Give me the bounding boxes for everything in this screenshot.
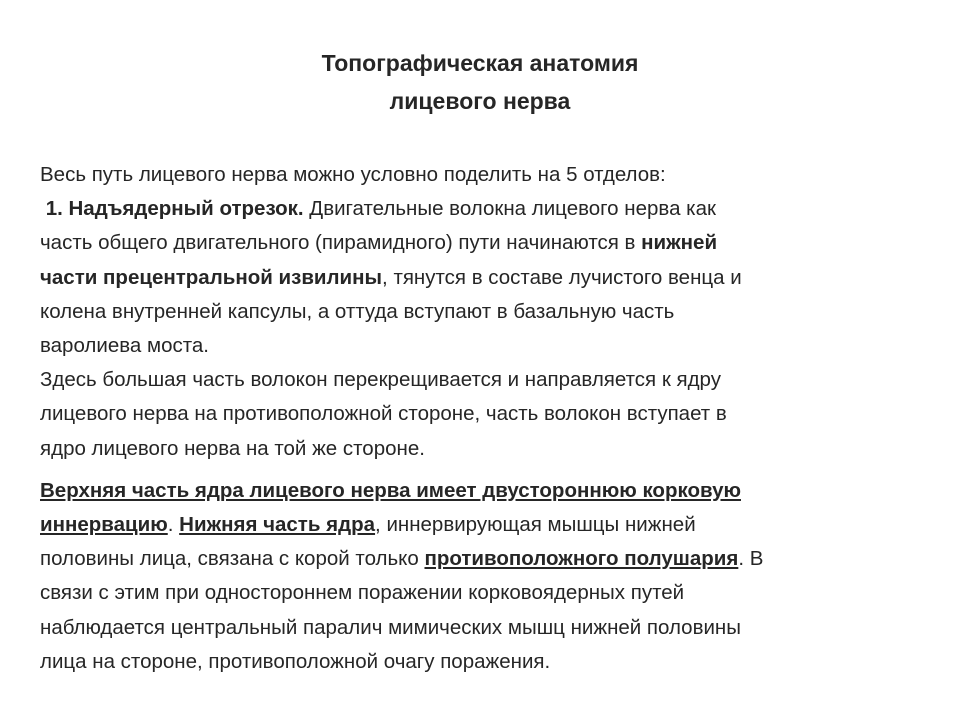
title-line-2: лицевого нерва: [389, 88, 571, 114]
section-1-paragraph: [40, 192, 940, 363]
intro-paragraph: [40, 158, 940, 192]
section-1-line-3-text: , тянутся в составе лучистого венца и: [382, 265, 742, 289]
paragraph-gap: [40, 466, 940, 474]
section-1-bold-precentral: части прецентральной извилины: [40, 265, 383, 289]
title-line-1: Топографическая анатомия: [321, 50, 639, 76]
crossing-line-2: лицевого нерва на противоположной стороне, часть волокон вступает в: [40, 402, 727, 426]
section-1-line-3: [40, 261, 940, 295]
nucleus-dot: .: [167, 513, 180, 537]
nucleus-line-1: [40, 474, 940, 508]
slide-body: [40, 158, 940, 679]
section-1-line-2: [40, 226, 940, 260]
nucleus-line-6: лица на стороне, противоположной очагу поражения.: [40, 649, 551, 673]
nucleus-contralateral: противоположного полушария: [424, 547, 739, 571]
nucleus-line-2: [40, 508, 940, 542]
slide-title: [200, 44, 760, 120]
section-1-bold-lower: нижней: [641, 231, 718, 255]
nucleus-upper-part-line-2: иннервацию: [40, 513, 168, 537]
nucleus-line-3-start: половины лица, связана с корой только: [40, 547, 425, 571]
section-1-line-2-text: часть общего двигательного (пирамидного) пути начинаются в: [40, 231, 642, 255]
nucleus-line-3-end: . В: [738, 547, 764, 571]
nucleus-line-3: [40, 542, 940, 576]
nucleus-lower-part: Нижняя часть ядра: [179, 513, 376, 537]
nucleus-line-2-text: , иннервирующая мышцы нижней: [375, 513, 696, 537]
nucleus-line-5: наблюдается центральный паралич мимических мышц нижней половины: [40, 615, 741, 639]
nucleus-line-4: связи с этим при одностороннем поражении корковоядерных путей: [40, 581, 685, 605]
nucleus-paragraph: [40, 474, 940, 679]
section-1-line-4: колена внутренней капсулы, а оттуда вступают в базальную часть: [40, 299, 675, 323]
section-1-line-1-text: Двигательные волокна лицевого нерва как: [303, 197, 716, 221]
section-1-line-5: варолиева моста.: [40, 334, 209, 358]
nucleus-upper-part-line-1: Верхняя часть ядра лицевого нерва имеет двустороннюю корковую: [40, 478, 741, 502]
section-1-line-1: [40, 192, 940, 226]
crossing-line-1: Здесь большая часть волокон перекрещивается и направляется к ядру: [40, 368, 721, 392]
crossing-paragraph: [40, 363, 940, 466]
crossing-line-3: ядро лицевого нерва на той же стороне.: [40, 436, 425, 460]
section-1-heading: 1. Надъядерный отрезок.: [45, 197, 304, 221]
intro-line: Весь путь лицевого нерва можно условно поделить на 5 отделов:: [40, 163, 666, 186]
